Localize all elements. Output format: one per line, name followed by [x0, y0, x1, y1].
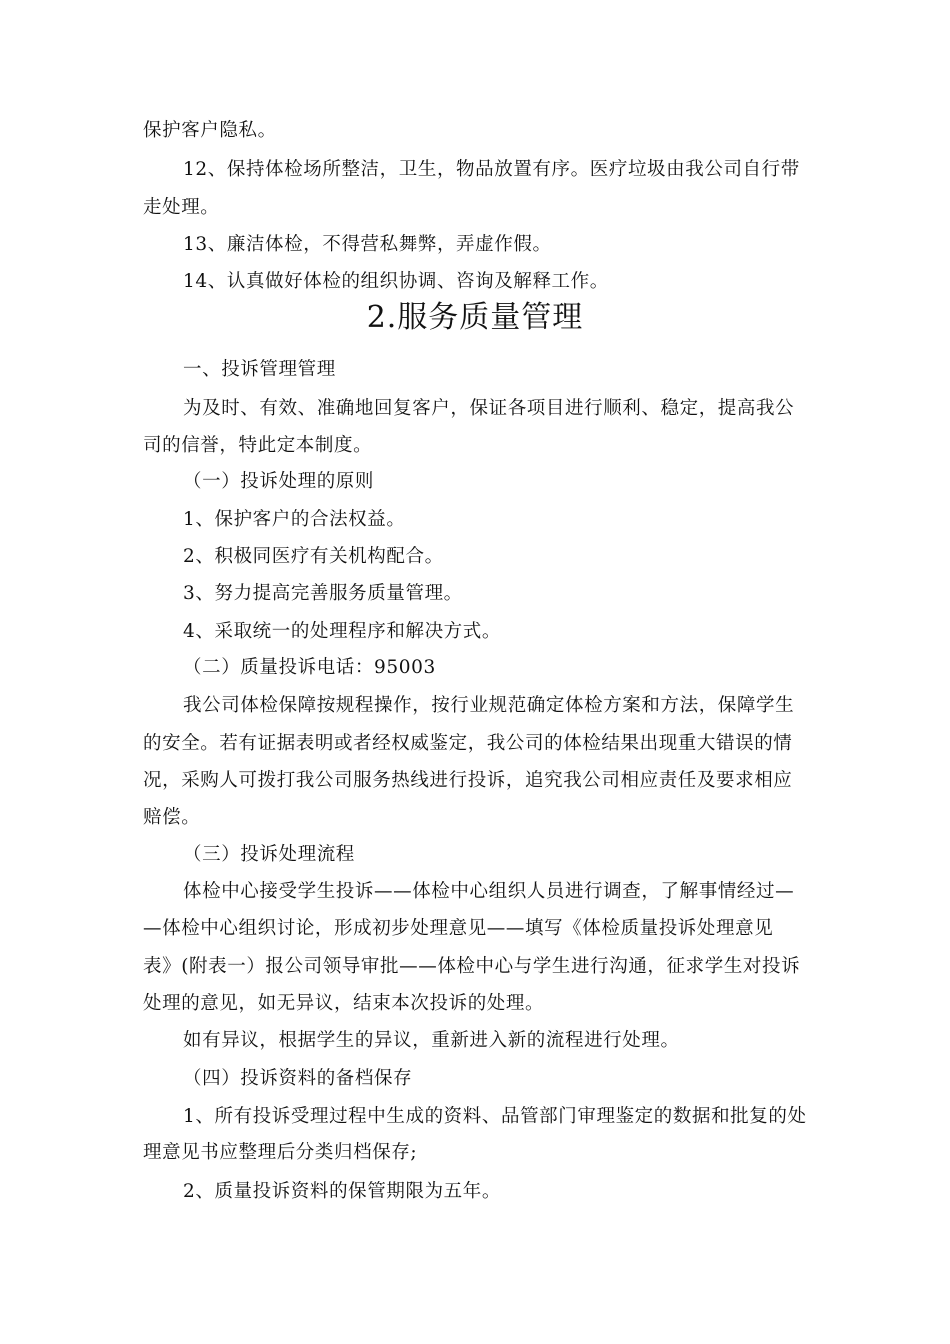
paragraph-line: 我公司体检保障按规程操作，按行业规范确定体检方案和方法，保障学生: [183, 695, 795, 716]
section-title: 2.服务质量管理: [366, 300, 584, 335]
paragraph-line: 14、认真做好体检的组织协调、咨询及解释工作。: [183, 271, 609, 292]
paragraph-line: —体检中心组织讨论，形成初步处理意见——填写《体检质量投诉处理意见: [143, 918, 774, 939]
subheading-line: （三）投诉处理流程: [183, 844, 355, 865]
list-item: 3、努力提高完善服务质量管理。: [183, 583, 463, 604]
paragraph-line: 表》(附表一）报公司领导审批——体检中心与学生进行沟通，征求学生对投诉: [143, 956, 801, 977]
paragraph-line: 12、保持体检场所整洁，卫生，物品放置有序。医疗垃圾由我公司自行带: [183, 159, 800, 180]
list-item: 1、所有投诉受理过程中生成的资料、品管部门审理鉴定的数据和批复的处: [183, 1106, 807, 1127]
subheading-line: （一）投诉处理的原则: [183, 471, 375, 492]
paragraph-line: 体检中心接受学生投诉——体检中心组织人员进行调查，了解事情经过—: [183, 881, 795, 902]
list-item: 1、保护客户的合法权益。: [183, 509, 406, 530]
heading-line: 一、投诉管理管理: [183, 359, 336, 380]
paragraph-line: 13、廉洁体检，不得营私舞弊，弄虚作假。: [183, 234, 552, 255]
list-item: 2、质量投诉资料的保管期限为五年。: [183, 1181, 501, 1202]
list-item: 2、积极同医疗有关机构配合。: [183, 546, 444, 567]
list-item: 4、采取统一的处理程序和解决方式。: [183, 621, 501, 642]
subheading-line: （二）质量投诉电话：95003: [183, 657, 436, 678]
paragraph-line: 的安全。若有证据表明或者经权威鉴定，我公司的体检结果出现重大错误的情: [143, 733, 793, 754]
paragraph-line: 赔偿。: [143, 807, 201, 828]
paragraph-line: 司的信誉，特此定本制度。: [143, 435, 373, 456]
subheading-line: （四）投诉资料的备档保存: [183, 1068, 413, 1089]
paragraph-line: 如有异议，根据学生的异议，重新进入新的流程进行处理。: [183, 1030, 680, 1051]
paragraph-line: 保护客户隐私。: [143, 120, 277, 141]
paragraph-line: 走处理。: [143, 197, 220, 218]
paragraph-line: 况，采购人可拨打我公司服务热线进行投诉，追究我公司相应责任及要求相应: [143, 770, 793, 791]
paragraph-line: 理意见书应整理后分类归档保存;: [143, 1142, 418, 1163]
paragraph-line: 为及时、有效、准确地回复客户，保证各项目进行顺利、稳定，提高我公: [183, 398, 795, 419]
paragraph-line: 处理的意见，如无异议，结束本次投诉的处理。: [143, 993, 545, 1014]
